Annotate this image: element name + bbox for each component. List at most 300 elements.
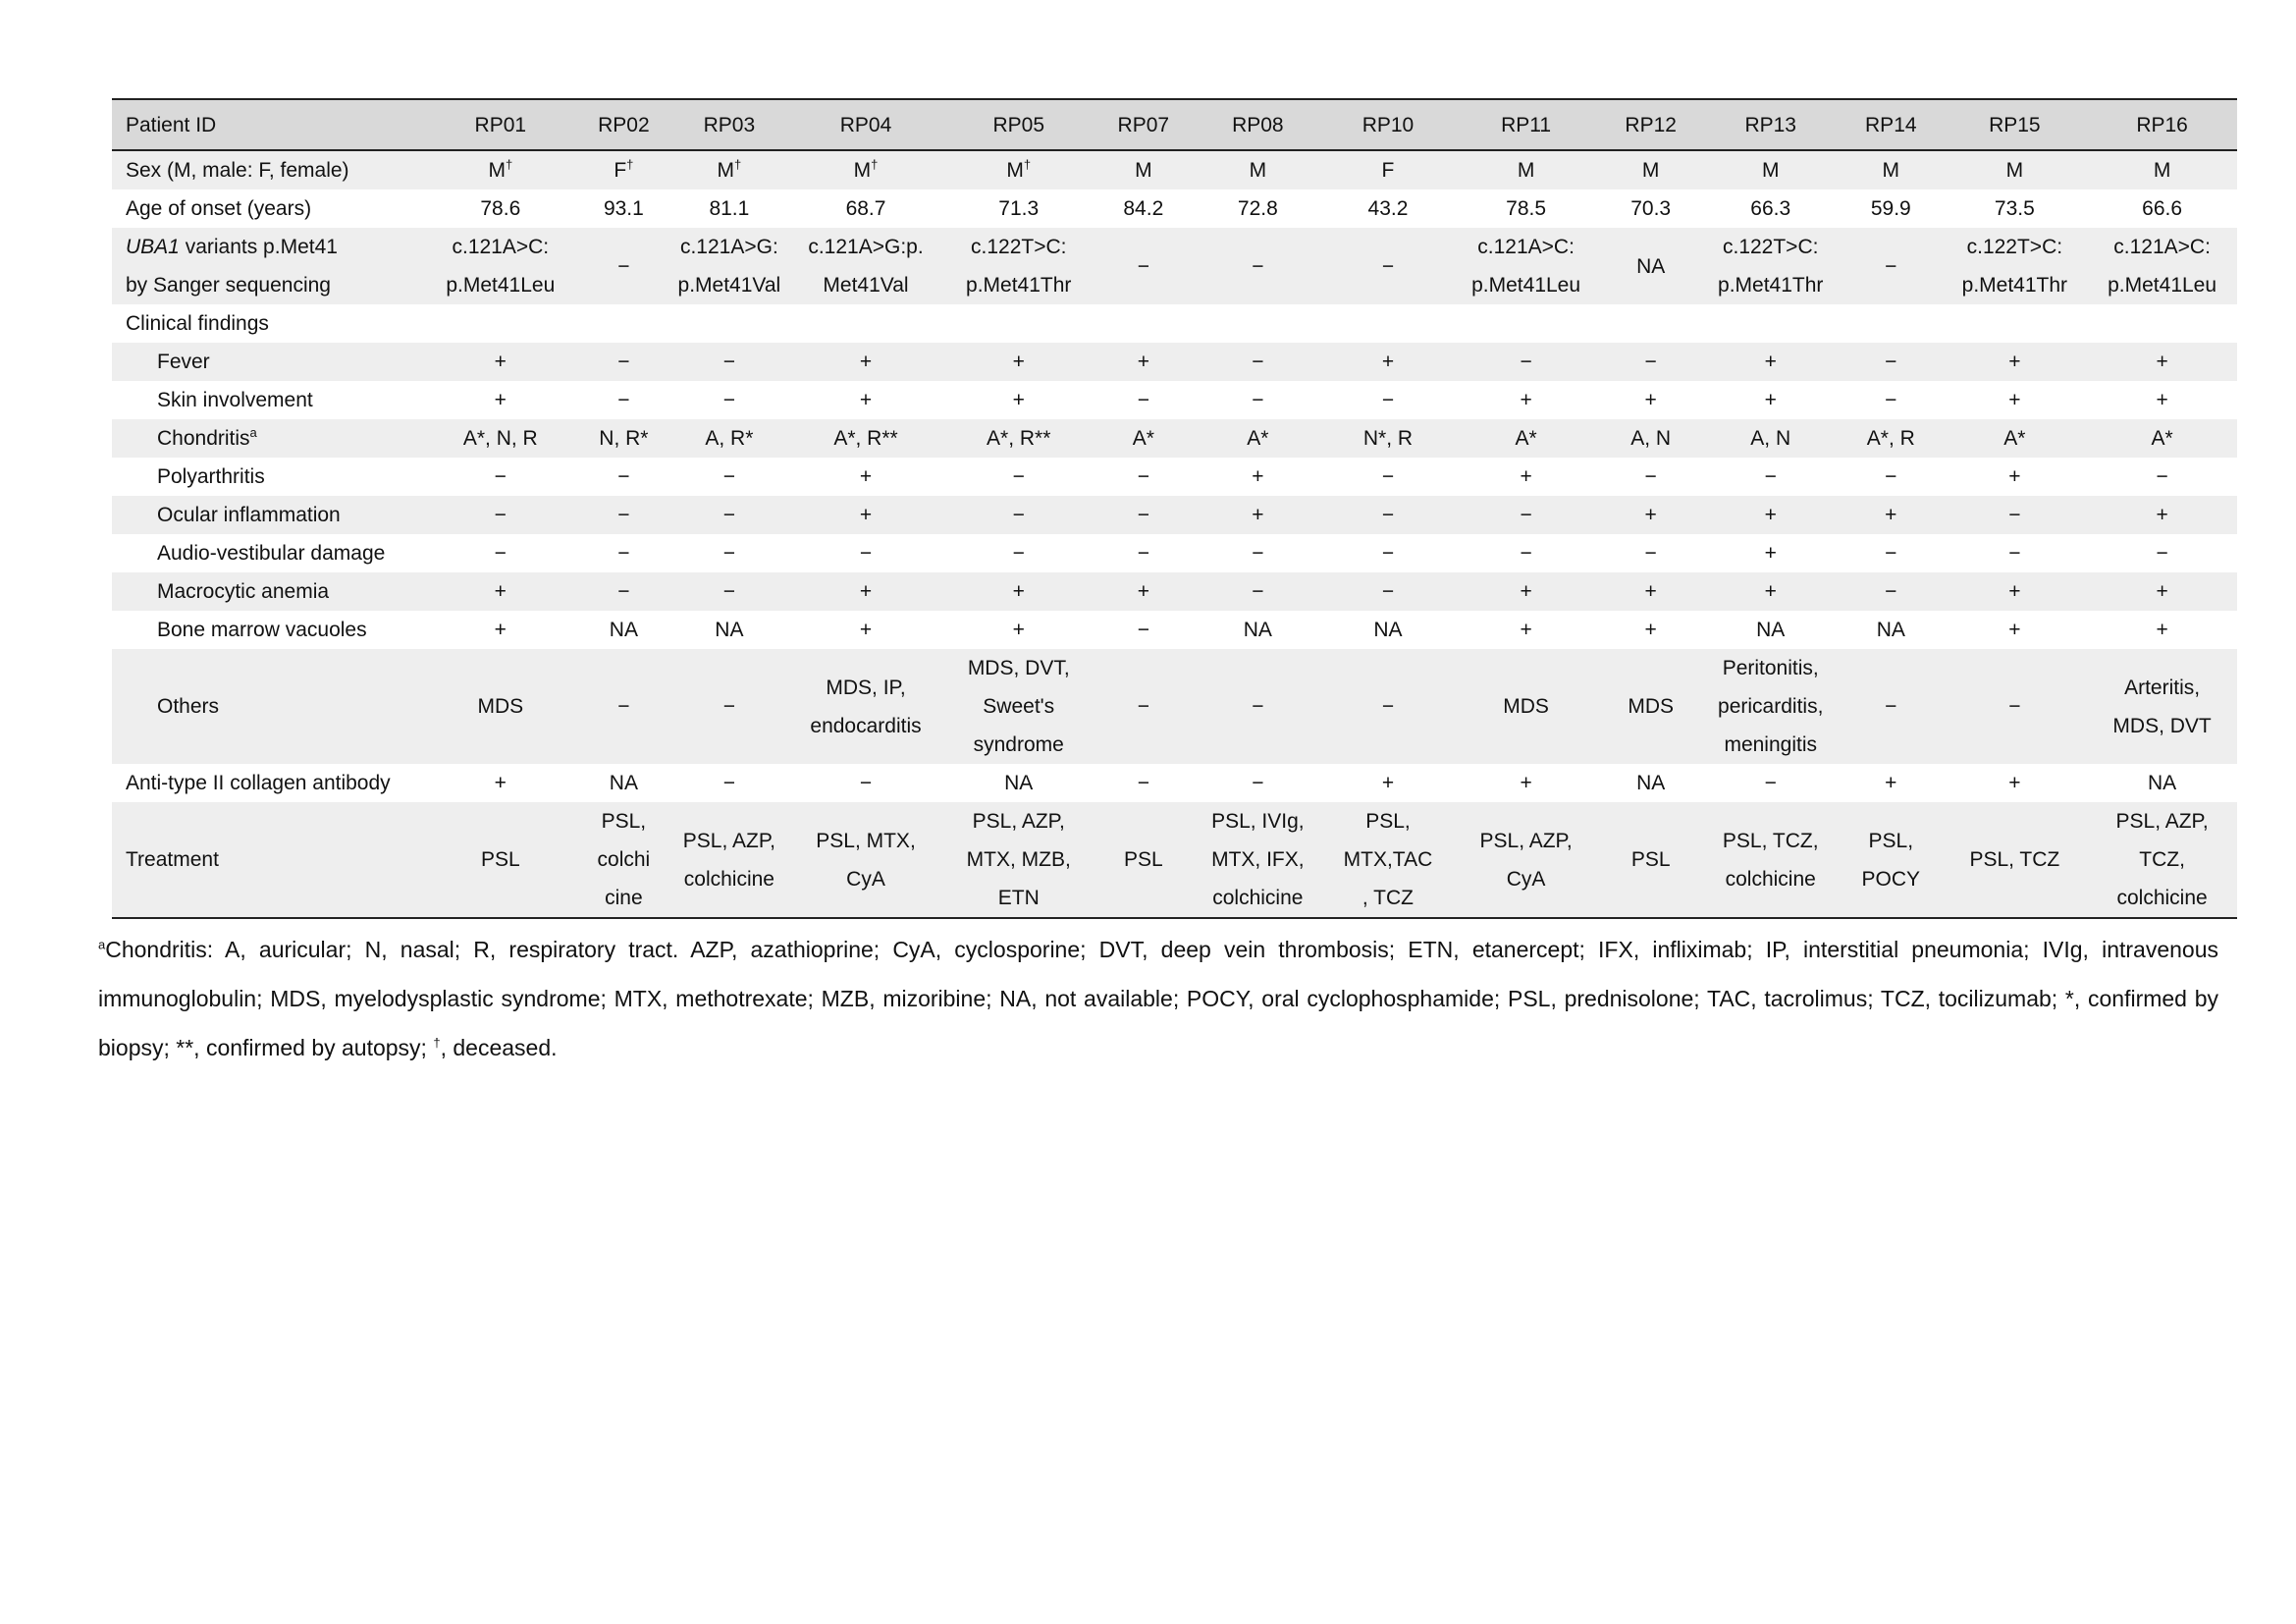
table-cell [578,611,668,649]
cell-text: 68.7 [845,197,886,220]
cell-text: colchicine [2116,887,2208,909]
table-cell [789,572,942,611]
table-cell [1452,228,1600,304]
cell-text: + [494,351,507,373]
cell-text: NA [715,619,744,641]
cell-text: − [494,504,507,526]
cell-text: + [494,619,507,641]
cell-text: − [1381,465,1395,488]
cell-text: + [859,504,873,526]
cell-text: M [1641,159,1660,182]
table-cell [1701,381,1840,419]
cell-text: MDS [477,695,524,718]
cell-text: p.Met41Leu [2108,274,2217,297]
row-label-text: Clinical findings [126,312,269,335]
table-row [112,534,2237,572]
table-cell [1095,534,1192,572]
row-label-text: by Sanger sequencing [126,274,331,297]
table-cell [1192,458,1324,496]
cell-text: − [859,772,873,794]
column-header-rp04: RP04 [789,99,942,150]
table-cell [669,496,790,534]
cell-text: − [722,580,735,603]
table-cell [669,458,790,496]
row-label [112,534,422,572]
cell-text: − [617,389,630,411]
cell-text: − [1252,772,1264,794]
row-label [112,189,422,228]
table-row [112,802,2237,918]
table-cell [789,534,942,572]
cell-text: p.Met41Thr [1961,274,2068,297]
table-row [112,649,2237,764]
table-cell [789,381,942,419]
table-cell [1840,496,1942,534]
footnote-marker-dagger: † [433,1035,441,1051]
cell-text: 78.6 [480,197,521,220]
footnote-text: Chondritis: A, auricular; N, nasal; R, respiratory tract. AZP, azathioprine; CyA, cyclosporine; DVT, deep vein thrombosis; ETN, etanercept; IFX, infliximab; IP, interstitial pneumonia; IVIg, intravenous immunoglobulin; MDS, myelodysplastic syndrome; MTX, methotrexate; MZB, mizoribine; NA, not available; POCY, oral cyclophosphamide; PSL, prednisolone; TAC, tacrolimus; TCZ, tocilizumab; *, confirmed by biopsy; **, confirmed by autopsy; [98,937,2218,1060]
cell-text: + [2156,504,2168,526]
cell-text: + [1137,351,1149,373]
cell-text: + [2156,580,2168,603]
table-cell [1943,764,2088,802]
cell-text: − [1137,772,1149,794]
table-cell [942,611,1095,649]
cell-text: + [2008,465,2021,488]
cell-text: A*, R** [833,427,898,450]
table-cell [422,189,578,228]
row-label [112,228,422,304]
table-cell [1840,381,1942,419]
table-cell [1095,611,1192,649]
cell-text: M [2153,159,2171,182]
cell-text: + [2008,619,2021,641]
table-cell [1095,802,1192,918]
cell-text: − [1764,465,1777,488]
table-cell [2087,496,2237,534]
table-row [112,381,2237,419]
table-cell [1324,572,1453,611]
cell-text: − [1885,580,1897,603]
cell-text: − [617,254,630,278]
cell-text: p.Met41Leu [1471,274,1581,297]
table-cell [1701,764,1840,802]
cell-text: + [1644,580,1657,603]
row-label [112,496,422,534]
cell-text: − [859,542,873,565]
table-cell [789,802,942,918]
cell-text: − [1644,542,1657,565]
table-cell [1943,496,2088,534]
cell-text: + [1885,772,1897,794]
table-cell [1943,534,2088,572]
row-label [112,304,2237,343]
table-cell [1095,496,1192,534]
cell-text: − [1644,465,1657,488]
table-cell [1840,343,1942,381]
table-cell [1840,764,1942,802]
cell-text: − [617,580,630,603]
table-cell [422,764,578,802]
cell-text: c.121A>C: [2113,236,2211,258]
cell-text: + [1520,580,1532,603]
table-cell [669,419,790,458]
cell-text: 43.2 [1367,197,1409,220]
table-cell [669,572,790,611]
cell-text: Peritonitis, [1722,657,1819,679]
cell-text: A* [1132,427,1154,450]
cell-text: PSL, MTX, [816,829,916,852]
table-cell [1600,150,1701,189]
cell-text: − [617,695,630,718]
cell-text: pericarditis, [1718,695,1824,718]
table-cell [1095,189,1192,228]
cell-text: − [722,351,735,373]
table-cell [1095,419,1192,458]
cell-text: − [1381,580,1395,603]
cell-text: + [1520,465,1532,488]
cell-text: MDS, DVT [2112,714,2212,737]
table-cell [2087,419,2237,458]
cell-text: − [1381,504,1395,526]
table-cell [789,764,942,802]
cell-text: M [1135,159,1152,182]
cell-text: colchicine [1212,887,1304,909]
row-label-text: Skin involvement [157,389,313,411]
table-cell [1192,150,1324,189]
table-row [112,572,2237,611]
cell-text: + [1764,542,1777,565]
table-cell [2087,802,2237,918]
table-cell [942,649,1095,764]
cell-text: − [1252,254,1264,278]
cell-text: + [859,465,873,488]
table-cell [1943,419,2088,458]
table-cell [2087,381,2237,419]
cell-text: syndrome [973,733,1064,756]
cell-text: F [614,159,627,182]
cell-text: 81.1 [709,197,750,220]
table-cell [1840,458,1942,496]
table-cell [789,150,942,189]
cell-text: − [1644,351,1657,373]
cell-text: 70.3 [1630,197,1672,220]
table-cell [1324,381,1453,419]
table-cell [1701,572,1840,611]
table-cell [1943,802,2088,918]
cell-text: p.Met41Leu [446,274,556,297]
table-cell [942,496,1095,534]
row-label [112,764,422,802]
row-label [112,458,422,496]
column-header-rp13: RP13 [1701,99,1840,150]
cell-text: M [1517,159,1535,182]
table-cell [1324,343,1453,381]
cell-text: − [1137,389,1149,411]
cell-text: − [1885,254,1897,278]
table-cell [1701,534,1840,572]
cell-text: NA [609,772,638,794]
cell-text: MTX, IFX, [1211,848,1305,871]
cell-text: + [1012,619,1025,641]
cell-text: − [1520,542,1532,565]
table-cell [942,458,1095,496]
cell-text: PSL, AZP, [2115,810,2209,833]
table-cell [1600,611,1701,649]
table-cell [1840,611,1942,649]
cell-text: M [853,159,872,182]
cell-text: − [1137,695,1149,718]
table-cell [1452,419,1600,458]
cell-text: M [717,159,734,182]
cell-text: + [1764,351,1777,373]
cell-text: + [1012,351,1025,373]
cell-text: c.121A>C: [1477,236,1575,258]
table-cell [1600,381,1701,419]
table-row [112,189,2237,228]
cell-text: 72.8 [1237,197,1278,220]
table-cell [1600,649,1701,764]
cell-text: − [1137,465,1149,488]
table-cell [1324,419,1453,458]
table-cell [1701,343,1840,381]
cell-text: − [1252,351,1264,373]
row-label-text: Polyarthritis [157,465,265,488]
cell-text: 93.1 [603,197,644,220]
cell-text: − [494,542,507,565]
deceased-marker: † [871,157,879,172]
column-header-rp12: RP12 [1600,99,1701,150]
table-cell [2087,228,2237,304]
cell-text: NA [1876,619,1905,641]
table-cell [1600,343,1701,381]
cell-text: NA [1243,619,1272,641]
cell-text: + [2008,351,2021,373]
column-header-label: Patient ID [112,99,422,150]
table-cell [1452,381,1600,419]
table-cell [1943,572,2088,611]
table-cell [1192,764,1324,802]
row-label [112,572,422,611]
table-cell [578,764,668,802]
table-cell [1095,381,1192,419]
table-cell [1943,228,2088,304]
table-cell [942,534,1095,572]
deceased-marker: † [1023,157,1032,172]
table-cell [2087,764,2237,802]
table-cell [1840,150,1942,189]
table-cell [578,534,668,572]
table-cell [789,228,942,304]
table-cell [1701,458,1840,496]
table-cell [578,496,668,534]
cell-text: 66.3 [1750,197,1791,220]
cell-text: − [722,695,735,718]
cell-text: − [2156,465,2168,488]
table-cell [1192,228,1324,304]
cell-text: c.121A>G:p. [808,236,924,258]
table-cell [789,458,942,496]
table-cell [1452,572,1600,611]
cell-text: − [617,351,630,373]
cell-text: + [1252,465,1264,488]
cell-text: − [2156,542,2168,565]
table-cell [1095,764,1192,802]
cell-text: − [1381,254,1395,278]
cell-text: MTX, MZB, [966,848,1071,871]
cell-text: Sweet's [983,695,1055,718]
cell-text: + [1885,504,1897,526]
cell-text: NA [1373,619,1403,641]
cell-text: A* [1247,427,1269,450]
cell-text: PSL, AZP, [1479,829,1573,852]
column-header-rp03: RP03 [669,99,790,150]
table-cell [1192,572,1324,611]
row-label [112,381,422,419]
cell-text: − [617,465,630,488]
table-cell [422,534,578,572]
table-cell [1600,764,1701,802]
table-cell [789,189,942,228]
cell-text: c.122T>C: [1722,236,1819,258]
cell-text: MDS [1503,695,1549,718]
cell-text: − [1252,580,1264,603]
column-header-rp02: RP02 [578,99,668,150]
cell-text: F [1381,159,1395,182]
table-cell [1701,419,1840,458]
patient-characteristics-table [112,98,2237,919]
footnote-text-end: , deceased. [440,1035,558,1060]
table-cell [578,802,668,918]
row-label-text: Chondritis [157,427,250,450]
table-row [112,611,2237,649]
table-cell [1192,343,1324,381]
cell-text: A*, R** [987,427,1051,450]
table-cell [1600,534,1701,572]
cell-text: + [1252,504,1264,526]
column-header-rp10: RP10 [1324,99,1453,150]
cell-text: + [1764,389,1777,411]
table-cell [1840,228,1942,304]
table-cell [669,802,790,918]
table-cell [669,343,790,381]
table-cell [2087,189,2237,228]
table-cell [1840,534,1942,572]
deceased-marker: † [734,157,742,172]
cell-text: A* [2151,427,2173,450]
table-cell [1943,343,2088,381]
table-cell [578,649,668,764]
table-cell [1943,381,2088,419]
table-cell [1192,649,1324,764]
cell-text: PSL [480,848,520,871]
table-cell [1095,343,1192,381]
cell-text: − [1137,504,1149,526]
table-cell [942,150,1095,189]
table-cell [1600,419,1701,458]
table-cell [1840,189,1942,228]
cell-text: p.Met41Thr [1718,274,1824,297]
table-cell [2087,150,2237,189]
table-cell [1095,228,1192,304]
column-header-rp05: RP05 [942,99,1095,150]
table-cell [1095,150,1192,189]
cell-text: PSL [1630,848,1671,871]
deceased-marker: † [505,157,513,172]
table-cell [1452,534,1600,572]
table-cell [789,649,942,764]
cell-text: + [2008,772,2021,794]
cell-text: PSL, IVIg, [1211,810,1305,833]
table-cell [1452,343,1600,381]
cell-text: NA [1004,772,1034,794]
table-cell [669,150,790,189]
cell-text: 84.2 [1123,197,1164,220]
cell-text: − [1012,542,1025,565]
cell-text: + [1764,504,1777,526]
table-cell [578,228,668,304]
cell-text: − [1137,619,1149,641]
table-cell [942,802,1095,918]
table-cell [1943,458,2088,496]
cell-text: − [2008,504,2021,526]
cell-text: PSL [1123,848,1163,871]
table-cell [578,150,668,189]
table-cell [1192,802,1324,918]
row-label [112,802,422,918]
table-cell [1600,228,1701,304]
table-cell [1452,764,1600,802]
table-cell [2087,458,2237,496]
cell-text: − [1764,772,1777,794]
cell-text: + [2156,619,2168,641]
deceased-marker: † [626,157,634,172]
cell-text: + [859,580,873,603]
table-cell [2087,343,2237,381]
table-cell [578,419,668,458]
cell-text: A, N [1630,427,1672,450]
cell-text: + [494,772,507,794]
cell-text: − [1885,351,1897,373]
table-cell [942,381,1095,419]
table-cell [1452,611,1600,649]
cell-text: − [1885,542,1897,565]
cell-text: A, R* [705,427,754,450]
table-row [112,228,2237,304]
row-label-text: variants p.Met41 [179,236,338,258]
cell-text: A*, N, R [462,427,538,450]
row-label-text: Treatment [126,848,219,871]
table-cell [1095,572,1192,611]
cell-text: + [1644,619,1657,641]
cell-text: − [2008,542,2021,565]
cell-text: − [1381,389,1395,411]
table-cell [1600,189,1701,228]
patient-table-container [112,98,2237,919]
table-cell [1600,458,1701,496]
cell-text: N, R* [599,427,649,450]
table-cell [1701,189,1840,228]
table-header-row [112,99,2237,150]
cell-text: M [1761,159,1780,182]
table-cell [578,189,668,228]
row-label [112,611,422,649]
cell-text: PSL, AZP, [682,829,775,852]
table-cell [1324,150,1453,189]
cell-text: A*, R [1866,427,1915,450]
cell-text: + [859,389,873,411]
table-cell [578,572,668,611]
